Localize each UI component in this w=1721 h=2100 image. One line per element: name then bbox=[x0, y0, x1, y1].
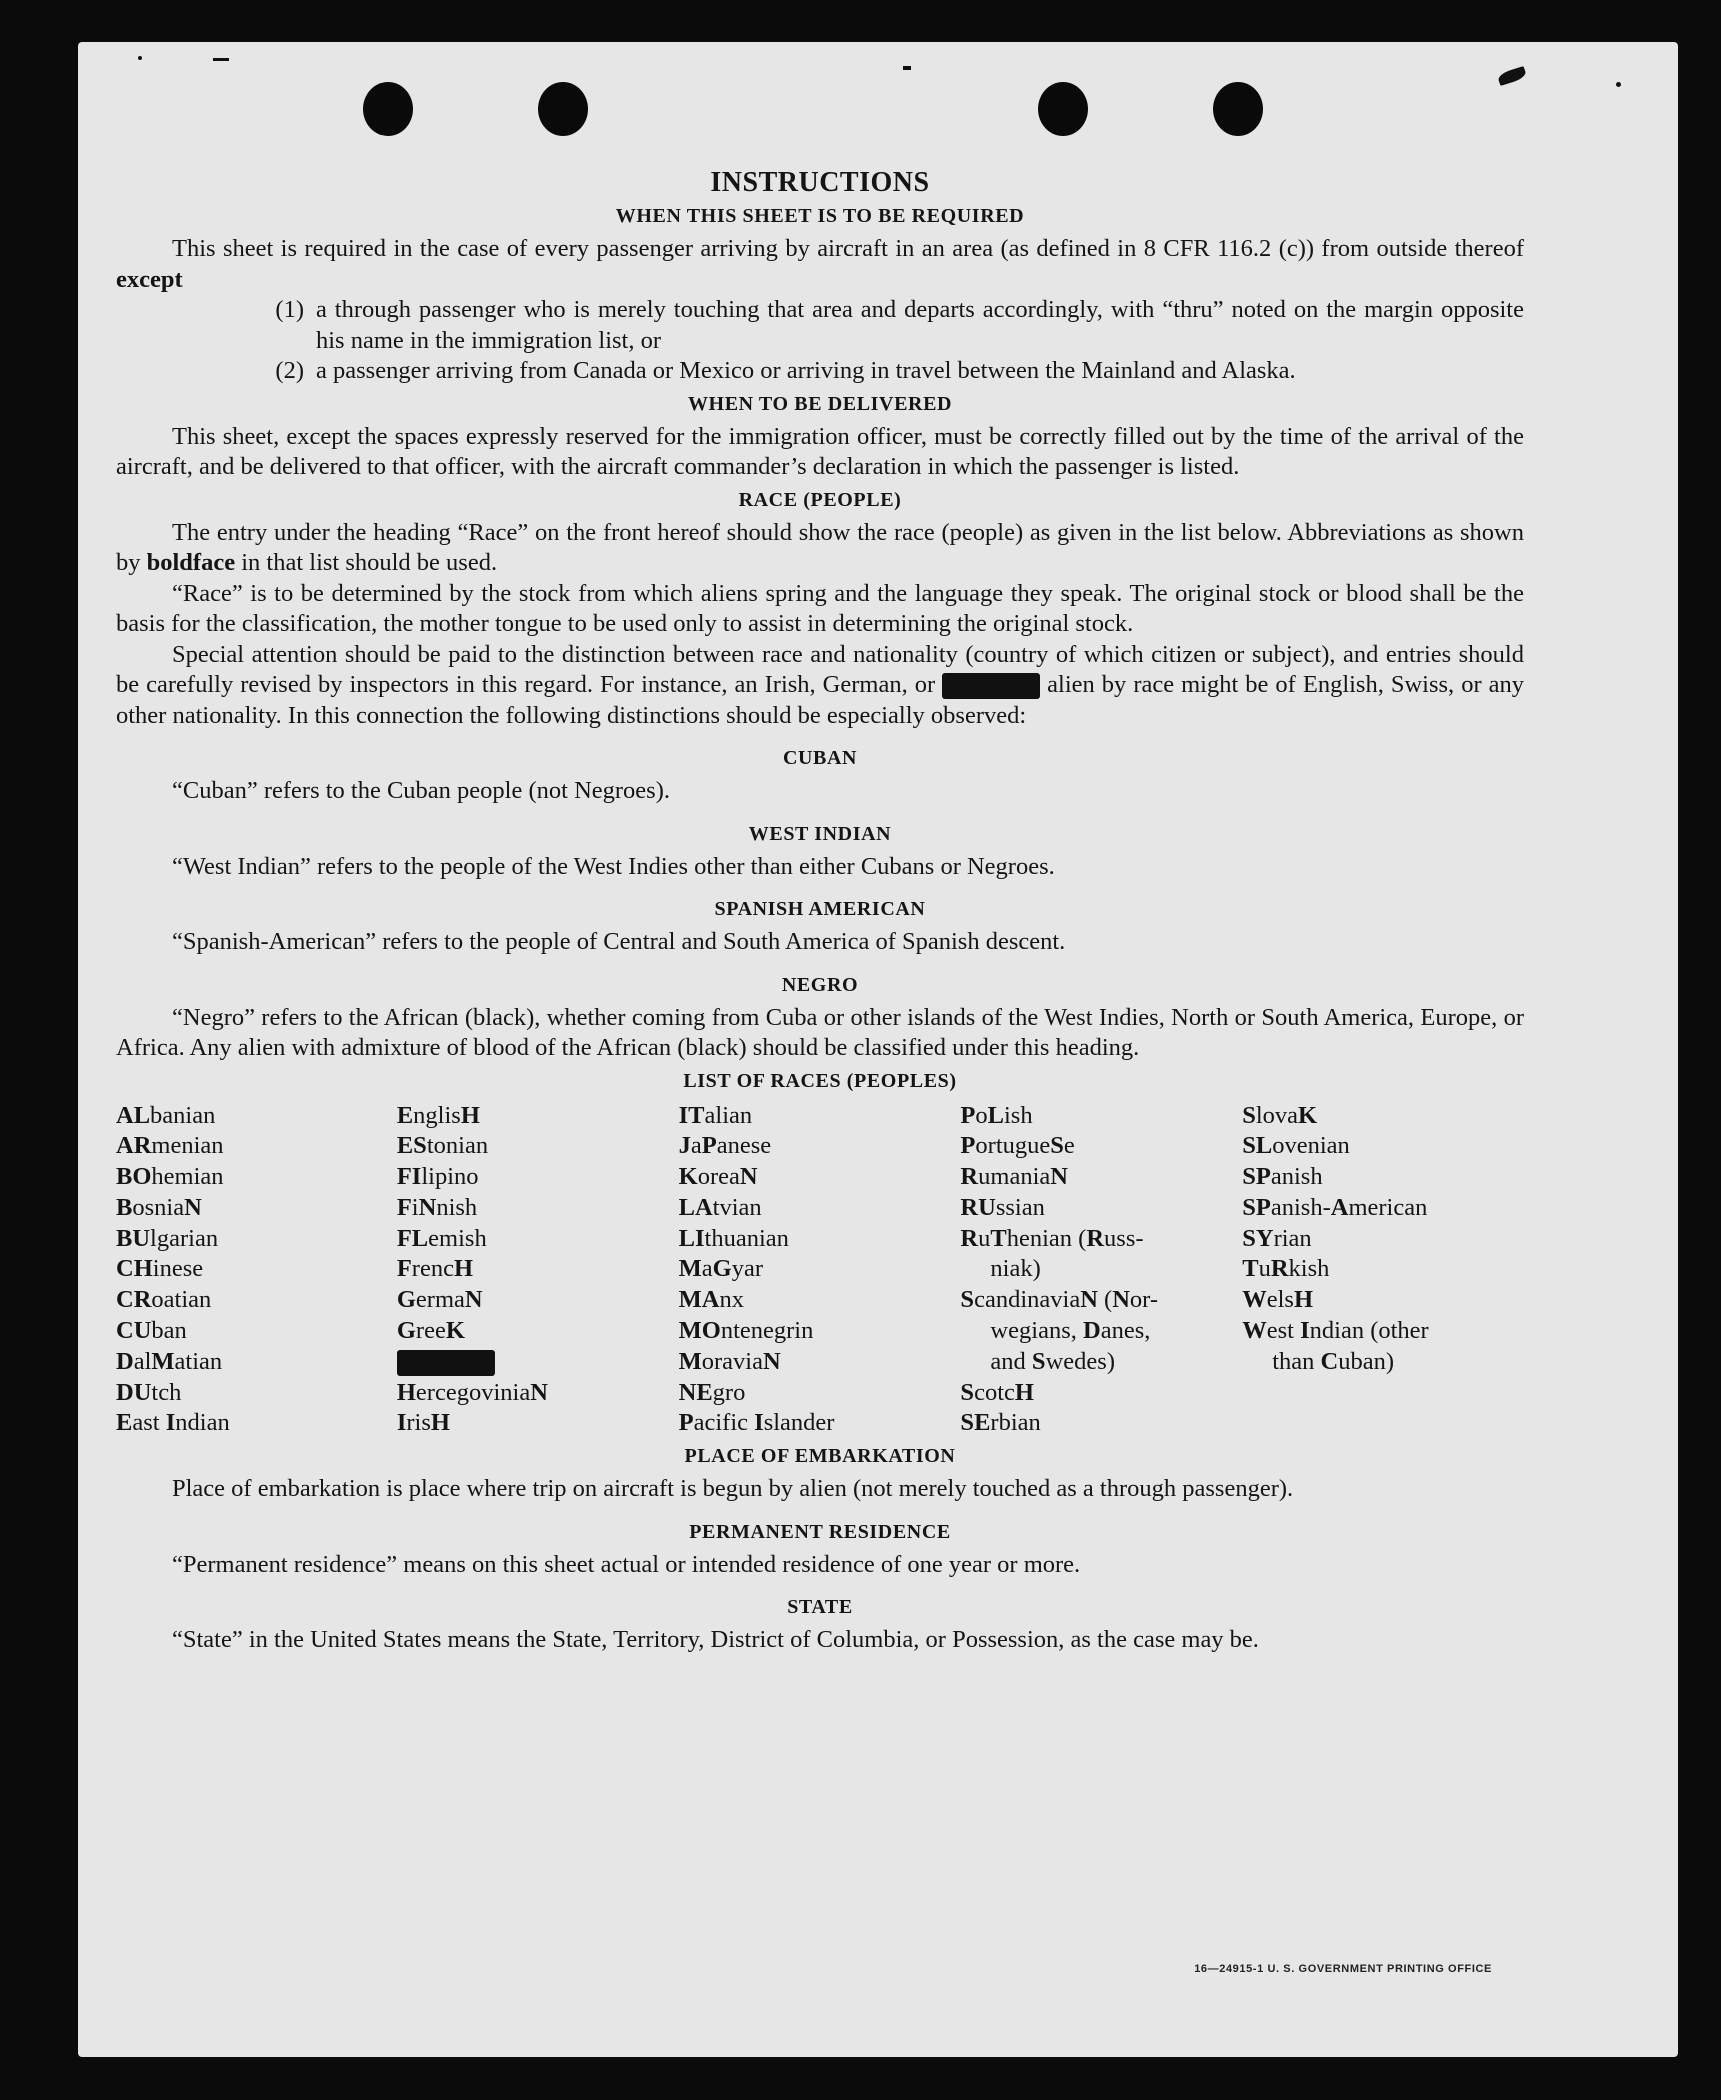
paragraph: “Spanish-American” refers to the people of Central and South America of Spanish descent. bbox=[172, 928, 1066, 955]
speck bbox=[213, 58, 229, 61]
race-entry bbox=[397, 1347, 679, 1378]
document-sheet bbox=[78, 42, 1678, 2057]
paragraph: “West Indian” refers to the people of the West Indies other than either Cubans or Negroes. bbox=[172, 852, 1055, 880]
paragraph: Place of embarkation is place where trip on aircraft is begun by alien (not merely touched as a through passenger). bbox=[172, 1475, 1294, 1503]
paragraph: “Race” is to be determined by the stock from which aliens spring and the language they speak. The original stock or blood shall be the basis for the classification, the mother tongue to be used only to assist in determining the original stock. bbox=[116, 579, 1524, 637]
paragraph: The entry under the heading “Race” on the front hereof should show the race (people) as given in the list below. Abbreviations as shown by boldface in that list should be used. bbox=[116, 518, 1524, 576]
race-entry: CHinese bbox=[116, 1255, 204, 1283]
race-entry: ITalian bbox=[678, 1101, 753, 1129]
race-entry: BUlgarian bbox=[116, 1224, 219, 1252]
race-entry: RuThenian (Russ- bbox=[960, 1224, 1144, 1252]
race-entry: and Swedes) bbox=[990, 1347, 1115, 1375]
race-entry: SPanish-American bbox=[1242, 1193, 1428, 1221]
race-column bbox=[960, 1101, 1242, 1440]
race-column bbox=[679, 1101, 961, 1440]
section-heading: NEGRO bbox=[781, 973, 859, 996]
race-entry: FiNnish bbox=[396, 1193, 478, 1221]
list-item: (2) a passenger arriving from Canada or Mexico or arriving in travel between the Mainland and Alaska. bbox=[275, 357, 1296, 384]
race-entry: GermaN bbox=[396, 1286, 483, 1314]
punch-hole bbox=[363, 82, 413, 136]
speck bbox=[138, 56, 142, 60]
race-entry: MaGyar bbox=[678, 1255, 763, 1283]
punch-hole bbox=[1213, 82, 1263, 136]
race-column bbox=[116, 1101, 397, 1440]
race-entry: MAnx bbox=[678, 1286, 744, 1314]
race-entry: EnglisH bbox=[396, 1101, 480, 1129]
race-entry: PoLish bbox=[960, 1101, 1033, 1129]
race-entry: niak) bbox=[990, 1255, 1041, 1283]
race-entry: ScandinaviaN (Nor- bbox=[960, 1286, 1158, 1314]
race-entry: PortugueSe bbox=[960, 1132, 1075, 1160]
race-entry: HercegoviniaN bbox=[396, 1378, 548, 1406]
race-entry: FLemish bbox=[396, 1224, 487, 1252]
section-heading: WHEN THIS SHEET IS TO BE REQUIRED bbox=[615, 205, 1025, 227]
section-heading: PERMANENT RESIDENCE bbox=[689, 1520, 951, 1543]
race-list bbox=[116, 1101, 1524, 1440]
race-entry: SErbian bbox=[960, 1409, 1041, 1437]
race-entry: RUssian bbox=[960, 1193, 1045, 1221]
printer-imprint: 16—24915-1 U. S. GOVERNMENT PRINTING OFFICE bbox=[1194, 1963, 1492, 1975]
race-entry: EStonian bbox=[396, 1132, 489, 1160]
race-entry: BosniaN bbox=[116, 1193, 202, 1221]
race-entry: wegians, Danes, bbox=[990, 1317, 1151, 1345]
speck bbox=[1616, 82, 1621, 87]
section-heading: SPANISH AMERICAN bbox=[714, 898, 926, 920]
race-entry: MOntenegrin bbox=[678, 1317, 814, 1345]
race-entry: GreeK bbox=[396, 1317, 465, 1345]
race-entry: FrencH bbox=[396, 1255, 474, 1283]
paragraph: “Cuban” refers to the Cuban people (not Negroes). bbox=[172, 777, 670, 804]
paragraph: “State” in the United States means the State, Territory, District of Columbia, or Possession, as the case may be. bbox=[172, 1626, 1259, 1654]
race-entry: ScotcH bbox=[960, 1378, 1034, 1406]
race-entry: CRoatian bbox=[116, 1286, 212, 1314]
race-entry: East Indian bbox=[116, 1409, 230, 1437]
speck bbox=[1497, 66, 1527, 86]
redaction-mark bbox=[397, 1350, 495, 1376]
section-heading: RACE (PEOPLE) bbox=[738, 488, 902, 511]
race-entry: LAtvian bbox=[678, 1193, 762, 1221]
punch-hole bbox=[1038, 82, 1088, 136]
race-entry: TuRkish bbox=[1242, 1255, 1330, 1283]
race-entry: SYrian bbox=[1242, 1224, 1312, 1252]
race-entry: IrisH bbox=[396, 1409, 450, 1437]
race-entry: KoreaN bbox=[678, 1163, 758, 1191]
race-entry: MoraviaN bbox=[678, 1347, 781, 1375]
race-entry: FIlipino bbox=[396, 1163, 479, 1191]
section-heading: WEST INDIAN bbox=[748, 822, 892, 845]
section-heading: LIST OF RACES (PEOPLES) bbox=[683, 1069, 957, 1092]
paragraph: This sheet, except the spaces expressly reserved for the immigration officer, must be correctly filled out by the time of the arrival of the aircraft, and be delivered to that officer, with the aircraft commander’s declaration in which the passenger is listed. bbox=[116, 422, 1524, 480]
speck bbox=[903, 66, 911, 70]
race-entry: DalMatian bbox=[116, 1347, 223, 1375]
race-entry: SLovenian bbox=[1242, 1132, 1350, 1160]
race-entry: LIthuanian bbox=[678, 1224, 789, 1252]
race-entry: than Cuban) bbox=[1272, 1347, 1395, 1375]
race-entry: SlovaK bbox=[1242, 1101, 1318, 1129]
race-entry: ARmenian bbox=[116, 1132, 224, 1160]
instructions-body bbox=[116, 167, 1524, 1656]
race-entry: CUban bbox=[116, 1317, 187, 1345]
section-heading: PLACE OF EMBARKATION bbox=[684, 1445, 956, 1468]
section-heading: STATE bbox=[787, 1596, 853, 1619]
race-column bbox=[1242, 1101, 1524, 1440]
redaction-mark bbox=[942, 673, 1040, 699]
section-heading: WHEN TO BE DELIVERED bbox=[687, 392, 953, 415]
paragraph: This sheet is required in the case of every passenger arriving by aircraft in an area (as defined in 8 CFR 116.2 (c)) from outside thereof except bbox=[116, 235, 1524, 293]
paragraph: “Negro” refers to the African (black), whether coming from Cuba or other islands of the West Indies, North or South America, Europe, or Africa. Any alien with admixture of blood of the African (black) should be classified under this heading. bbox=[116, 1003, 1524, 1061]
race-entry: West Indian (other bbox=[1242, 1317, 1429, 1345]
race-entry: Pacific Islander bbox=[678, 1409, 835, 1437]
race-entry: BOhemian bbox=[116, 1163, 224, 1191]
race-entry: SPanish bbox=[1242, 1163, 1323, 1191]
page-title: INSTRUCTIONS bbox=[710, 167, 930, 198]
paragraph: “Permanent residence” means on this sheet actual or intended residence of one year or more. bbox=[172, 1550, 1081, 1578]
list-item: (1) a through passenger who is merely touching that area and departs accordingly, with “thru” noted on the margin opposite his name in the immigration list, or bbox=[275, 296, 1524, 354]
punch-hole bbox=[538, 82, 588, 136]
race-entry: RumaniaN bbox=[960, 1163, 1068, 1191]
race-entry: DUtch bbox=[116, 1378, 182, 1406]
section-heading: CUBAN bbox=[782, 747, 858, 769]
race-entry: NEgro bbox=[678, 1378, 746, 1406]
race-entry: WelsH bbox=[1242, 1286, 1314, 1314]
race-entry: ALbanian bbox=[116, 1101, 216, 1129]
race-entry: JaPanese bbox=[678, 1132, 772, 1160]
race-column bbox=[397, 1101, 679, 1440]
paragraph: Special attention should be paid to the distinction between race and nationality (country of which citizen or subject), and entries should be carefully revised by inspectors in this regard. For instance, an Irish, German, or alien by race might be of English, Swiss, or any other nationality. In this connection the following distinctions should be especially observed: bbox=[116, 640, 1524, 729]
